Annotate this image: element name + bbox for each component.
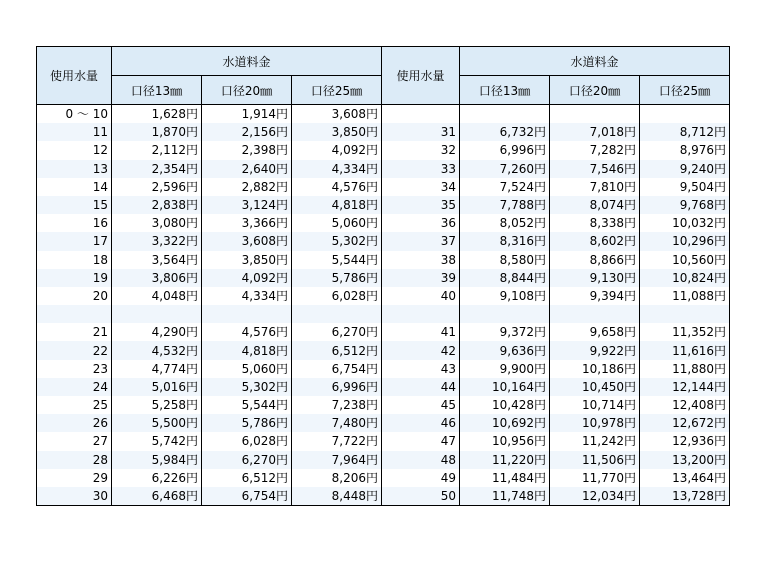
- right-fee-13-cell: 9,636円: [460, 341, 550, 359]
- left-fee-20-cell: 5,544円: [202, 396, 292, 414]
- table-row: [37, 269, 730, 287]
- left-fee-25-cell: 5,786円: [292, 269, 382, 287]
- right-fee-13-cell: 9,900円: [460, 360, 550, 378]
- left-fee-25-cell: 8,448円: [292, 487, 382, 506]
- left-usage-cell: 28: [37, 451, 112, 469]
- right-fee-25-cell: 8,712円: [640, 123, 730, 141]
- right-usage-cell: [382, 105, 460, 124]
- left-fee-20-cell: 3,124円: [202, 196, 292, 214]
- right-fee-20-cell: 12,034円: [550, 487, 640, 506]
- left-fee-25-cell: 6,512円: [292, 341, 382, 359]
- left-fee-25-cell: 5,060円: [292, 214, 382, 232]
- left-fee-25-cell: 4,334円: [292, 160, 382, 178]
- left-fee-25-cell: 6,996円: [292, 378, 382, 396]
- left-usage-cell: 18: [37, 251, 112, 269]
- right-fee-25-cell: 13,464円: [640, 469, 730, 487]
- left-fee-13-cell: 2,354円: [112, 160, 202, 178]
- right-fee-13-cell: 11,484円: [460, 469, 550, 487]
- left-usage-cell: [37, 305, 112, 323]
- left-fee-20-cell: 5,302円: [202, 378, 292, 396]
- usage-header-right: 使用水量: [382, 47, 460, 105]
- left-fee-20-cell: 2,398円: [202, 141, 292, 159]
- right-fee-25-cell: [640, 105, 730, 124]
- table-row: [37, 341, 730, 359]
- right-fee-13-cell: 7,524円: [460, 178, 550, 196]
- usage-header-left: 使用水量: [37, 47, 112, 105]
- left-fee-13-cell: 6,468円: [112, 487, 202, 506]
- right-fee-25-cell: 11,616円: [640, 341, 730, 359]
- right-fee-20-cell: 7,282円: [550, 141, 640, 159]
- table-row: [37, 378, 730, 396]
- left-fee-13-cell: 1,870円: [112, 123, 202, 141]
- right-fee-25-cell: 11,352円: [640, 323, 730, 341]
- left-fee-20-cell: 4,334円: [202, 287, 292, 305]
- table-row: [37, 105, 730, 124]
- left-usage-cell: 20: [37, 287, 112, 305]
- left-fee-20-cell: [202, 305, 292, 323]
- left-fee-25-cell: 4,818円: [292, 196, 382, 214]
- left-fee-25-cell: 6,270円: [292, 323, 382, 341]
- rate-table-body: [37, 105, 730, 506]
- right-fee-25-cell: 12,672円: [640, 414, 730, 432]
- right-fee-13-cell: 7,260円: [460, 160, 550, 178]
- table-row: [37, 414, 730, 432]
- right-usage-cell: 40: [382, 287, 460, 305]
- left-usage-cell: 22: [37, 341, 112, 359]
- left-fee-20-cell: 3,850円: [202, 251, 292, 269]
- left-usage-cell: 26: [37, 414, 112, 432]
- left-fee-25-cell: 3,608円: [292, 105, 382, 124]
- right-fee-20-cell: 10,186円: [550, 360, 640, 378]
- left-fee-13-cell: 5,742円: [112, 432, 202, 450]
- right-fee-25-cell: 11,088円: [640, 287, 730, 305]
- right-fee-20-cell: 7,810円: [550, 178, 640, 196]
- right-fee-20-cell: 8,338円: [550, 214, 640, 232]
- right-usage-cell: 36: [382, 214, 460, 232]
- left-fee-13-cell: [112, 305, 202, 323]
- right-usage-cell: 32: [382, 141, 460, 159]
- right-usage-cell: 39: [382, 269, 460, 287]
- right-fee-20-cell: 9,394円: [550, 287, 640, 305]
- left-fee-25-cell: 5,544円: [292, 251, 382, 269]
- left-usage-cell: 30: [37, 487, 112, 506]
- left-fee-13-cell: 4,532円: [112, 341, 202, 359]
- left-fee-13-cell: 3,322円: [112, 232, 202, 250]
- right-fee-20-cell: [550, 105, 640, 124]
- right-usage-cell: [382, 305, 460, 323]
- right-fee-20-cell: 8,866円: [550, 251, 640, 269]
- right-usage-cell: 34: [382, 178, 460, 196]
- right-fee-25-cell: 10,032円: [640, 214, 730, 232]
- left-fee-20-cell: 1,914円: [202, 105, 292, 124]
- right-fee-13-cell: [460, 105, 550, 124]
- right-usage-cell: 48: [382, 451, 460, 469]
- fee-group-header-left: 水道料金: [112, 47, 382, 76]
- left-fee-20-cell: 5,786円: [202, 414, 292, 432]
- left-fee-25-cell: 7,964円: [292, 451, 382, 469]
- left-fee-20-cell: 3,366円: [202, 214, 292, 232]
- table-row: [37, 451, 730, 469]
- table-row: [37, 251, 730, 269]
- right-fee-13-cell: 9,108円: [460, 287, 550, 305]
- right-fee-25-cell: 8,976円: [640, 141, 730, 159]
- left-fee-20-cell: 6,754円: [202, 487, 292, 506]
- right-usage-cell: 38: [382, 251, 460, 269]
- table-row: [37, 305, 730, 323]
- right-fee-20-cell: 11,506円: [550, 451, 640, 469]
- right-usage-cell: 42: [382, 341, 460, 359]
- water-rate-table: [36, 46, 730, 506]
- table-row: [37, 323, 730, 341]
- left-usage-cell: 21: [37, 323, 112, 341]
- table-row: [37, 232, 730, 250]
- left-fee-20-cell: 6,270円: [202, 451, 292, 469]
- right-usage-cell: 47: [382, 432, 460, 450]
- right-fee-13-cell: 8,316円: [460, 232, 550, 250]
- left-fee-20-cell: 2,156円: [202, 123, 292, 141]
- left-fee-20-cell: 4,092円: [202, 269, 292, 287]
- right-usage-cell: 33: [382, 160, 460, 178]
- left-fee-20-cell: 5,060円: [202, 360, 292, 378]
- left-fee-20-cell: 3,608円: [202, 232, 292, 250]
- left-usage-cell: 14: [37, 178, 112, 196]
- left-fee-13-cell: 6,226円: [112, 469, 202, 487]
- table-row: [37, 469, 730, 487]
- right-fee-25-cell: 12,144円: [640, 378, 730, 396]
- header-row-top: [37, 47, 730, 76]
- right-fee-20-cell: 10,714円: [550, 396, 640, 414]
- right-fee-13-cell: 11,748円: [460, 487, 550, 506]
- table-row: [37, 214, 730, 232]
- right-fee-20-cell: 8,602円: [550, 232, 640, 250]
- left-fee-13-cell: 4,048円: [112, 287, 202, 305]
- right-fee-13-cell: 9,372円: [460, 323, 550, 341]
- right-fee-13-cell: 6,732円: [460, 123, 550, 141]
- right-fee-20-cell: 8,074円: [550, 196, 640, 214]
- col-20-header-left: 口径20㎜: [202, 76, 292, 105]
- right-fee-25-cell: 12,936円: [640, 432, 730, 450]
- right-fee-20-cell: 10,450円: [550, 378, 640, 396]
- right-fee-20-cell: [550, 305, 640, 323]
- right-usage-cell: 45: [382, 396, 460, 414]
- left-fee-25-cell: 3,850円: [292, 123, 382, 141]
- left-fee-25-cell: 7,722円: [292, 432, 382, 450]
- left-usage-cell: 17: [37, 232, 112, 250]
- right-fee-25-cell: 11,880円: [640, 360, 730, 378]
- left-usage-cell: 16: [37, 214, 112, 232]
- left-usage-cell: 12: [37, 141, 112, 159]
- right-usage-cell: 49: [382, 469, 460, 487]
- left-usage-cell: 24: [37, 378, 112, 396]
- left-usage-cell: 0 ～ 10: [37, 105, 112, 124]
- right-fee-25-cell: 10,824円: [640, 269, 730, 287]
- left-fee-13-cell: 1,628円: [112, 105, 202, 124]
- left-fee-13-cell: 5,984円: [112, 451, 202, 469]
- col-13-header-right: 口径13㎜: [460, 76, 550, 105]
- right-fee-20-cell: 11,242円: [550, 432, 640, 450]
- left-fee-13-cell: 4,290円: [112, 323, 202, 341]
- left-fee-20-cell: 4,818円: [202, 341, 292, 359]
- left-fee-13-cell: 5,500円: [112, 414, 202, 432]
- left-fee-25-cell: [292, 305, 382, 323]
- right-usage-cell: 44: [382, 378, 460, 396]
- left-fee-25-cell: 4,576円: [292, 178, 382, 196]
- right-fee-13-cell: 11,220円: [460, 451, 550, 469]
- table-row: [37, 432, 730, 450]
- right-usage-cell: 50: [382, 487, 460, 506]
- col-20-header-right: 口径20㎜: [550, 76, 640, 105]
- right-fee-25-cell: 9,240円: [640, 160, 730, 178]
- right-fee-25-cell: 10,560円: [640, 251, 730, 269]
- right-fee-25-cell: 13,200円: [640, 451, 730, 469]
- table-row: [37, 396, 730, 414]
- right-fee-13-cell: [460, 305, 550, 323]
- right-usage-cell: 46: [382, 414, 460, 432]
- right-fee-13-cell: 10,956円: [460, 432, 550, 450]
- right-fee-25-cell: 12,408円: [640, 396, 730, 414]
- right-fee-25-cell: 10,296円: [640, 232, 730, 250]
- left-fee-13-cell: 5,258円: [112, 396, 202, 414]
- left-fee-13-cell: 2,112円: [112, 141, 202, 159]
- col-13-header-left: 口径13㎜: [112, 76, 202, 105]
- right-fee-13-cell: 7,788円: [460, 196, 550, 214]
- right-fee-20-cell: 9,658円: [550, 323, 640, 341]
- left-fee-25-cell: 8,206円: [292, 469, 382, 487]
- left-usage-cell: 11: [37, 123, 112, 141]
- left-fee-25-cell: 6,028円: [292, 287, 382, 305]
- right-fee-25-cell: [640, 305, 730, 323]
- table-row: [37, 141, 730, 159]
- left-fee-20-cell: 2,640円: [202, 160, 292, 178]
- left-usage-cell: 19: [37, 269, 112, 287]
- right-fee-13-cell: 10,692円: [460, 414, 550, 432]
- left-fee-25-cell: 7,238円: [292, 396, 382, 414]
- right-fee-25-cell: 9,768円: [640, 196, 730, 214]
- table-row: [37, 360, 730, 378]
- right-fee-20-cell: 9,130円: [550, 269, 640, 287]
- left-fee-25-cell: 5,302円: [292, 232, 382, 250]
- table-row: [37, 160, 730, 178]
- left-fee-13-cell: 4,774円: [112, 360, 202, 378]
- right-fee-13-cell: 6,996円: [460, 141, 550, 159]
- table-row: [37, 196, 730, 214]
- right-fee-13-cell: 8,580円: [460, 251, 550, 269]
- right-fee-20-cell: 11,770円: [550, 469, 640, 487]
- table-row: [37, 178, 730, 196]
- right-fee-20-cell: 10,978円: [550, 414, 640, 432]
- right-fee-13-cell: 10,164円: [460, 378, 550, 396]
- right-fee-20-cell: 7,018円: [550, 123, 640, 141]
- left-fee-13-cell: 5,016円: [112, 378, 202, 396]
- right-usage-cell: 37: [382, 232, 460, 250]
- left-usage-cell: 13: [37, 160, 112, 178]
- right-usage-cell: 35: [382, 196, 460, 214]
- left-fee-20-cell: 6,512円: [202, 469, 292, 487]
- fee-group-header-right: 水道料金: [460, 47, 730, 76]
- left-fee-13-cell: 2,596円: [112, 178, 202, 196]
- right-usage-cell: 41: [382, 323, 460, 341]
- table-row: [37, 123, 730, 141]
- left-fee-20-cell: 6,028円: [202, 432, 292, 450]
- left-fee-20-cell: 2,882円: [202, 178, 292, 196]
- right-fee-13-cell: 10,428円: [460, 396, 550, 414]
- left-fee-25-cell: 7,480円: [292, 414, 382, 432]
- col-25-header-left: 口径25㎜: [292, 76, 382, 105]
- right-fee-20-cell: 9,922円: [550, 341, 640, 359]
- left-fee-13-cell: 3,080円: [112, 214, 202, 232]
- left-usage-cell: 29: [37, 469, 112, 487]
- left-fee-25-cell: 4,092円: [292, 141, 382, 159]
- right-fee-25-cell: 13,728円: [640, 487, 730, 506]
- left-usage-cell: 27: [37, 432, 112, 450]
- left-usage-cell: 23: [37, 360, 112, 378]
- right-usage-cell: 43: [382, 360, 460, 378]
- right-fee-13-cell: 8,052円: [460, 214, 550, 232]
- table-row: [37, 287, 730, 305]
- left-usage-cell: 25: [37, 396, 112, 414]
- right-fee-13-cell: 8,844円: [460, 269, 550, 287]
- left-usage-cell: 15: [37, 196, 112, 214]
- right-fee-20-cell: 7,546円: [550, 160, 640, 178]
- left-fee-13-cell: 3,806円: [112, 269, 202, 287]
- left-fee-25-cell: 6,754円: [292, 360, 382, 378]
- right-fee-25-cell: 9,504円: [640, 178, 730, 196]
- right-usage-cell: 31: [382, 123, 460, 141]
- left-fee-13-cell: 2,838円: [112, 196, 202, 214]
- left-fee-20-cell: 4,576円: [202, 323, 292, 341]
- table-row: [37, 487, 730, 506]
- col-25-header-right: 口径25㎜: [640, 76, 730, 105]
- left-fee-13-cell: 3,564円: [112, 251, 202, 269]
